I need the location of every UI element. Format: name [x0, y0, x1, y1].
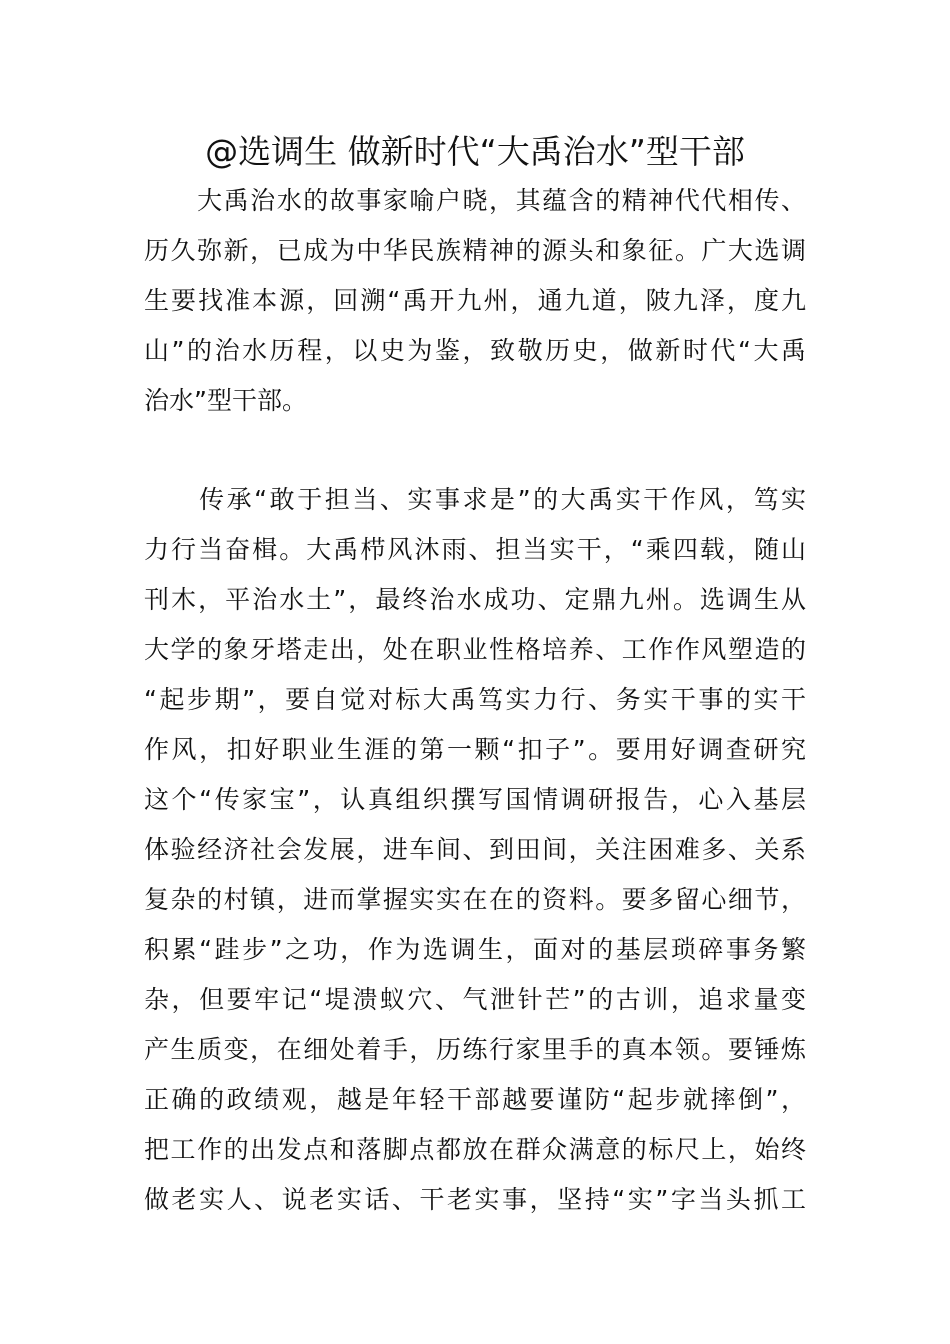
- paragraph-line: 作风，扣好职业生涯的第一颗“扣子”。要用好调查研究: [144, 735, 806, 764]
- paragraph-line: 正确的政绩观，越是年轻干部越要谨防“起步就摔倒”，: [144, 1085, 806, 1114]
- paragraph-line: 体验经济社会发展，进车间、到田间，关注困难多、关系: [144, 835, 806, 864]
- paragraph-line: 传承“敢于担当、实事求是”的大禹实干作风，笃实: [144, 485, 806, 514]
- paragraph-line: 积累“跬步”之功，作为选调生，面对的基层琐碎事务繁: [144, 935, 806, 964]
- paragraph-line: “起步期”，要自觉对标大禹笃实力行、务实干事的实干: [144, 685, 806, 714]
- document-title: @选调生 做新时代“大禹治水”型干部: [205, 132, 745, 171]
- paragraph-line: 治水”型干部。: [144, 386, 307, 415]
- paragraph-line: 生要找准本源，回溯“禹开九州，通九道，陂九泽，度九: [144, 286, 806, 315]
- paragraph-line: 大学的象牙塔走出，处在职业性格培养、工作作风塑造的: [144, 635, 806, 664]
- paragraph-line: 把工作的出发点和落脚点都放在群众满意的标尺上，始终: [144, 1135, 806, 1164]
- paragraph-line: 山”的治水历程，以史为鉴，致敬历史，做新时代“大禹: [144, 336, 806, 365]
- paragraph-line: 历久弥新，已成为中华民族精神的源头和象征。广大选调: [144, 236, 806, 265]
- paragraph-line: 力行当奋楫。大禹栉风沐雨、担当实干，“乘四载，随山: [144, 535, 806, 564]
- paragraph-line: 这个“传家宝”，认真组织撰写国情调研报告，心入基层: [144, 785, 806, 814]
- paragraph-line: 大禹治水的故事家喻户晓，其蕴含的精神代代相传、: [144, 186, 806, 215]
- paragraph-line: 刊木，平治水土”，最终治水成功、定鼎九州。选调生从: [144, 585, 806, 614]
- paragraph-line: 产生质变，在细处着手，历练行家里手的真本领。要锤炼: [144, 1035, 806, 1064]
- paragraph-line: 复杂的村镇，进而掌握实实在在的资料。要多留心细节，: [144, 885, 806, 914]
- paragraph-line: 杂，但要牢记“堤溃蚁穴、气泄针芒”的古训，追求量变: [144, 985, 806, 1014]
- paragraph-line: 做老实人、说老实话、干老实事，坚持“实”字当头抓工: [144, 1185, 806, 1214]
